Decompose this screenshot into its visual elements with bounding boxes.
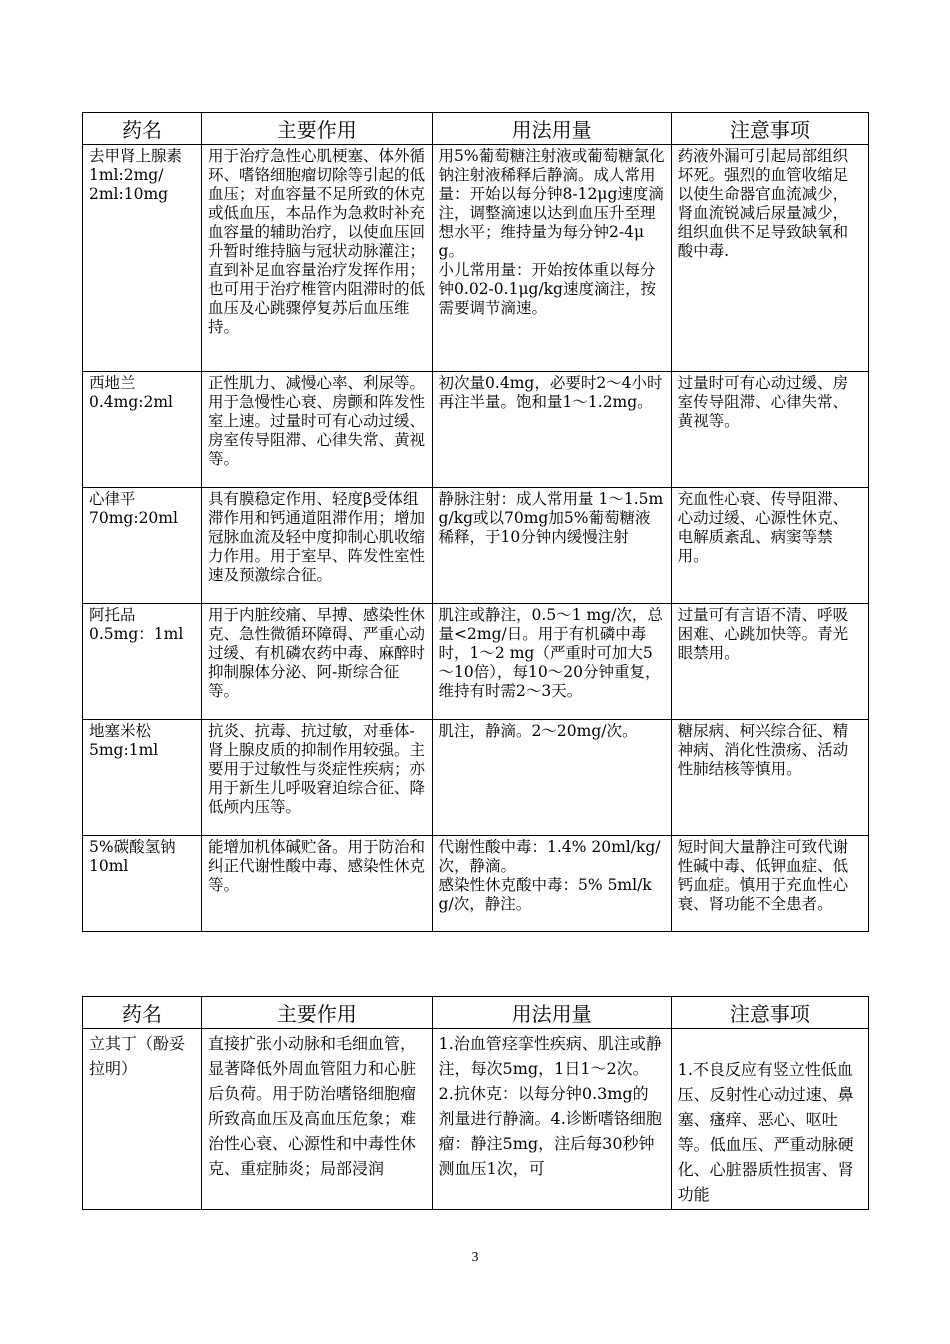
- dosage-text: 代谢性酸中毒：1.4% 20ml/kg/次，静滴。: [438, 838, 661, 875]
- effect-cell: 用于治疗急性心肌梗塞、体外循环、嗜铬细胞瘤切除等引起的低血压；对血容量不足所致的休克或低血压，本品作为急救时补充血容量的辅助治疗，以使血压回升暂时维持脑与冠状动脉灌注；直到补足血容量治疗发挥作用；也可用于治疗椎管内阻滞时的低血压及心跳骤停复苏后血压维持。: [202, 145, 433, 372]
- notes-cell: 糖尿病、柯兴综合征、精神病、消化性溃疡、活动性肺结核等慎用。: [671, 720, 868, 836]
- table-row: [83, 604, 869, 720]
- drug-spec: 5mg:1ml: [89, 741, 159, 759]
- header-main-effect: 主要作用: [202, 997, 433, 1029]
- dosage-text: 小儿常用量：开始按体重以每分钟0.02-0.1μg/kg速度滴注，按需要调节滴速。: [438, 261, 656, 317]
- dosage-text: 肌注或静注，0.5～1 mg/次，总量<2mg/日。用于有机磷中毒时，1～2 mg（严重时可加大5～10倍），每10～20分钟重复，维持有时需2～3天。: [438, 606, 663, 700]
- header-precautions: 注意事项: [671, 113, 868, 145]
- drug-name-cell: [83, 1029, 202, 1210]
- notes-cell: [671, 1029, 868, 1210]
- table-row: [83, 836, 869, 932]
- drug-name: 阿托品: [89, 606, 136, 624]
- dosage-cell: [432, 1029, 671, 1210]
- drug-name-cell: [83, 720, 202, 836]
- table-row: [83, 488, 869, 604]
- drug-table-2: [82, 996, 869, 1210]
- dosage-text: 肌注，静滴。2～20mg/次。: [438, 722, 638, 740]
- drug-name-cell: [83, 372, 202, 488]
- dosage-cell: [432, 604, 671, 720]
- effect-cell: 具有膜稳定作用、轻度β受体组滞作用和钙通道阻滞作用；增加冠脉血流及轻中度抑制心肌收缩力作用。用于室早、阵发性室性速及预激综合征。: [202, 488, 433, 604]
- dosage-text: 1.治血管痉挛性疾病、肌注或静注，每次5mg，1日1～2次。 2.抗休克：以每分钟0.3mg的剂量进行静滴。4.诊断嗜铬细胞瘤：静注5mg，注后每30秒钟测血压1次，可: [438, 1034, 662, 1178]
- drug-name: 去甲肾上腺素: [89, 147, 183, 165]
- table-row: [83, 145, 869, 372]
- effect-cell: 用于内脏绞痛、早搏、感染性休克、急性微循环障碍、严重心动过缓、有机磷农药中毒、麻醉时抑制腺体分泌、阿-斯综合征等。: [202, 604, 433, 720]
- dosage-cell: [432, 145, 671, 372]
- dosage-cell: [432, 372, 671, 488]
- drug-name: 立其丁（酚妥拉明）: [89, 1034, 186, 1078]
- notes-cell: 过量时可有心动过缓、房室传导阻滞、心律失常、黄视等。: [671, 372, 868, 488]
- drug-name-cell: [83, 836, 202, 932]
- notes-cell: 短时间大量静注可致代谢性碱中毒、低钾血症、低钙血症。慎用于充血性心衰、肾功能不全患者。: [671, 836, 868, 932]
- notes-cell: 充血性心衰、传导阻滞、心动过缓、心源性休克、电解质紊乱、病窦等禁用。: [671, 488, 868, 604]
- notes-cell: 药液外漏可引起局部组织坏死。强烈的血管收缩足以使生命器官血流减少，肾血流锐减后尿量减少，组织血供不足导致缺氧和酸中毒.: [671, 145, 868, 372]
- header-precautions: 注意事项: [671, 997, 868, 1029]
- header-main-effect: 主要作用: [202, 113, 433, 145]
- notes-text: 1.不良反应有竖立性低血压、反射性心动过速、鼻塞、瘙痒、恶心、呕吐等。低血压、严重动脉硬化、心脏器质性损害、肾功能: [677, 1060, 854, 1204]
- drug-spec: 1ml:2mg/: [89, 166, 164, 184]
- drug-spec: 0.5mg：1ml: [89, 625, 184, 643]
- header-drug-name: 药名: [83, 997, 202, 1029]
- drug-name: 地塞米松: [89, 722, 152, 740]
- drug-spec: 70mg:20ml: [89, 509, 178, 527]
- table-row: [83, 720, 869, 836]
- dosage-cell: [432, 720, 671, 836]
- drug-spec: 2ml:10mg: [89, 185, 169, 203]
- dosage-text: 感染性休克酸中毒：5% 5ml/kg/次，静注。: [438, 876, 652, 913]
- drug-spec: 10ml: [89, 857, 129, 875]
- drug-name: 西地兰: [89, 374, 136, 392]
- drug-name-cell: [83, 604, 202, 720]
- dosage-cell: [432, 488, 671, 604]
- table-row: [83, 372, 869, 488]
- dosage-cell: [432, 836, 671, 932]
- notes-cell: 过量可有言语不清、呼吸困难、心跳加快等。青光眼禁用。: [671, 604, 868, 720]
- drug-name: 5%碳酸氢钠: [89, 838, 176, 856]
- drug-name-cell: [83, 145, 202, 372]
- dosage-text: 初次量0.4mg，必要时2～4小时再注半量。饱和量1～1.2mg。: [438, 374, 663, 411]
- drug-name-cell: [83, 488, 202, 604]
- table-header-row: [83, 113, 869, 145]
- effect-cell: 抗炎、抗毒、抗过敏，对垂体-肾上腺皮质的抑制作用较强。主要用于过敏性与炎症性疾病；亦用于新生儿呼吸窘迫综合征、降低颅内压等。: [202, 720, 433, 836]
- effect-cell: 正性肌力、减慢心率、利尿等。用于急慢性心衰、房颤和阵发性室上速。过量时可有心动过缓、房室传导阻滞、心律失常、黄视等。: [202, 372, 433, 488]
- dosage-text: 静脉注射：成人常用量 1～1.5mg/kg或以70mg加5%葡萄糖液稀释，于10分钟内缓慢注射: [438, 490, 664, 546]
- effect-cell: 能增加机体碱贮备。用于防治和纠正代谢性酸中毒、感染性休克等。: [202, 836, 433, 932]
- dosage-text: 用5%葡萄糖注射液或葡萄糖氯化钠注射液稀释后静滴。成人常用量：开始以每分钟8-12μg速度滴注，调整滴速以达到血压升至理想水平；维持量为每分钟2-4μg。: [438, 147, 665, 260]
- drug-name: 心律平: [89, 490, 136, 508]
- table-header-row: [83, 997, 869, 1029]
- header-dosage: 用法用量: [432, 113, 671, 145]
- effect-cell: 直接扩张小动脉和毛细血管，显著降低外周血管阻力和心脏后负荷。用于防治嗜铬细胞瘤所致高血压及高血压危象；难治性心衰、心源性和中毒性休克、重症肺炎；局部浸润: [202, 1029, 433, 1210]
- drug-spec: 0.4mg:2ml: [89, 393, 174, 411]
- table-row: [83, 1029, 869, 1210]
- page-number: 3: [471, 1250, 479, 1265]
- header-drug-name: 药名: [83, 113, 202, 145]
- header-dosage: 用法用量: [432, 997, 671, 1029]
- drug-table-1: [82, 112, 869, 932]
